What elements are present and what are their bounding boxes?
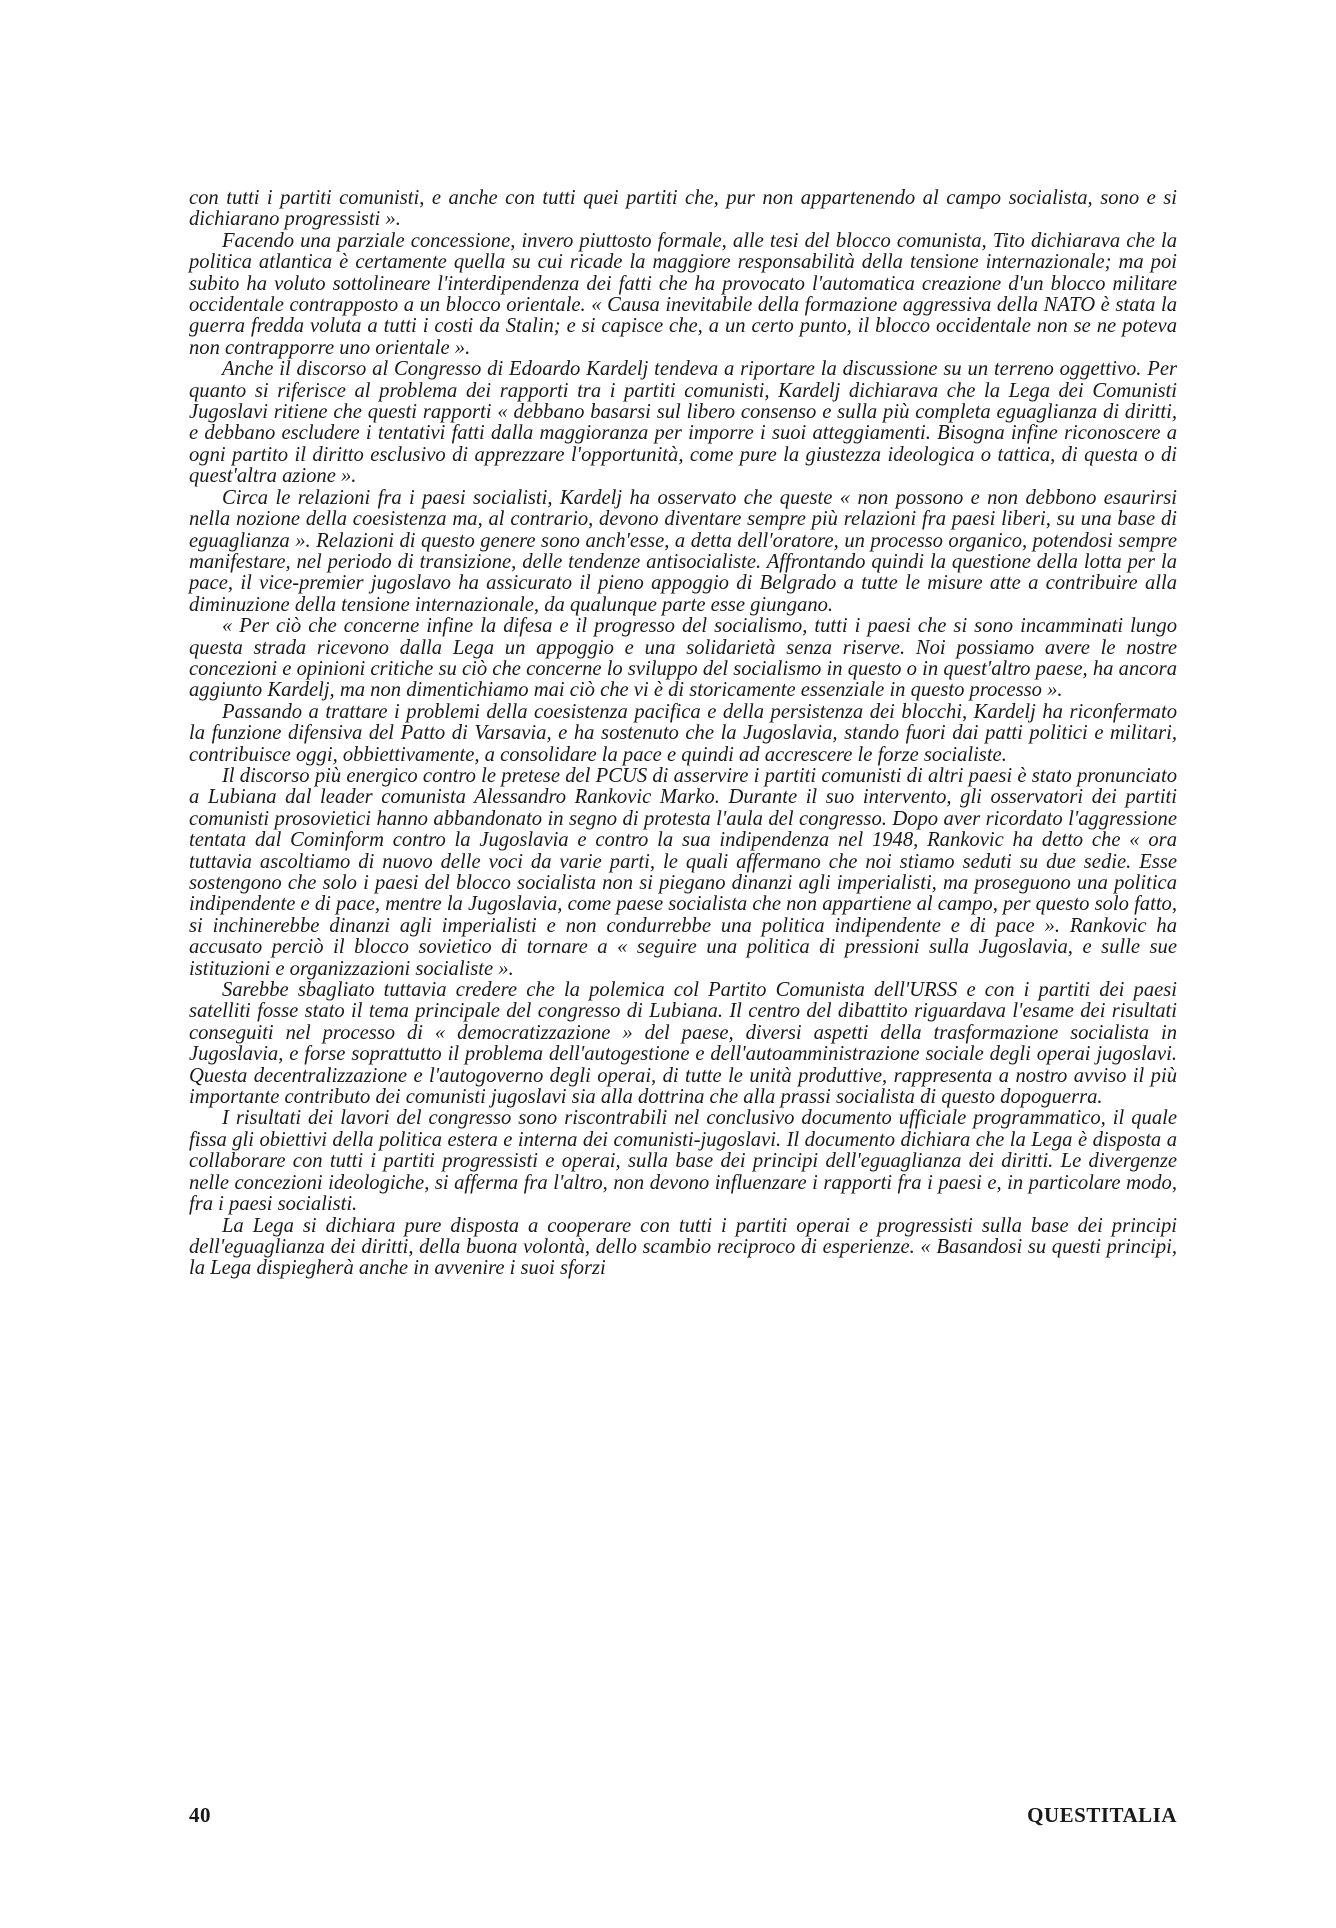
paragraph: La Lega si dichiara pure disposta a cooperare con tutti i partiti operai e progressisti sulla base dei principi dell'eguaglianza dei diritti, della buona volontà, dello scambio reciproco di esperienze. « Basandosi su questi principi, la Lega dispiegherà anche in avvenire i suoi sforzi — [189, 1214, 1177, 1280]
paragraph: I risultati dei lavori del congresso sono riscontrabili nel conclusivo documento ufficiale programmatico, il quale fissa gli obiettivi della politica estera e interna dei comunisti-jugoslavi. Il documento dichiara che la Lega è disposta a collaborare con tutti i partiti progressisti e operai, sulla base dei principi dell'eguaglianza dei diritti. Le divergenze nelle concezioni ideologiche, si afferma fra l'altro, non devono influenzare i rapporti fra i paesi e, in particolare modo, fra i paesi socialisti. — [189, 1107, 1177, 1216]
paragraph: Passando a trattare i problemi della coesistenza pacifica e della persistenza dei blocchi, Kardelj ha riconfermato la funzione difensiva del Patto di Varsavia, e ha sostenuto che la Jugoslavia, stando fuori dai patti politici e militari, contribuisce oggi, obbiettivamente, a consolidare la pace e quindi ad accrescere le forze socialiste. — [189, 700, 1177, 766]
page-number: 40 — [189, 1803, 211, 1827]
paragraph: Sarebbe sbagliato tuttavia credere che la polemica col Partito Comunista dell'URSS e con i partiti dei paesi satelliti fosse stato il tema principale del congresso di Lubiana. Il centro del dibattito riguardava l'esame dei risultati conseguiti nel processo di « democratizzazione » del paese, diversi aspetti della trasformazione socialista in Jugoslavia, e forse soprattutto il problema dell'autogestione e dell'autoamministrazione sociale degli operai jugoslavi. Questa decentralizzazione e l'autogoverno degli operai, di tutte le unità produttive, rappresenta a nostro avviso il più importante contributo dei comunisti jugoslavi sia alla dottrina che alla prassi socialista di questo dopoguerra. — [189, 979, 1177, 1109]
paragraph: « Per ciò che concerne infine la difesa e il progresso del socialismo, tutti i paesi che si sono incamminati lungo questa strada ricevono dalla Lega un appoggio e una solidarietà senza riserve. Noi possiamo avere le nostre concezioni e opinioni critiche su ciò che concerne lo sviluppo del socialismo in questo o in quest'altro paese, ha ancora aggiunto Kardelj, ma non dimentichiamo mai ciò che vi è di storicamente essenziale in questo processo ». — [189, 615, 1177, 702]
paragraph: Facendo una parziale concessione, invero piuttosto formale, alle tesi del blocco comunista, Tito dichiarava che la politica atlantica è certamente quella su cui ricade la maggiore responsabilità della tensione internazionale; ma poi subito ha voluto sottolineare l'interdipendenza dei fatti che ha provocato l'automatica creazione d'un blocco militare occidentale contrapposto a un blocco orientale. « Causa inevitabile della formazione aggressiva della NATO è stata la guerra fredda voluta a tutti i costi da Stalin; e si capisce che, a un certo punto, il blocco occidentale non se ne poteva non contrapporre uno orientale ». — [189, 229, 1177, 359]
paragraph: Anche il discorso al Congresso di Edoardo Kardelj tendeva a riportare la discussione su un terreno oggettivo. Per quanto si riferisce al problema dei rapporti tra i partiti comunisti, Kardelj dichiarava che la Lega dei Comunisti Jugoslavi ritiene che questi rapporti « debbano basarsi sul libero consenso e sulla più completa eguaglianza di diritti, e debbano escludere i tentativi fatti dalla maggioranza per imporre i suoi atteggiamenti. Bisogna infine riconoscere a ogni partito il diritto esclusivo di apprezzare l'opportunità, come pure la giustezza ideologica o tattica, di questa o di quest'altra azione ». — [189, 358, 1177, 488]
article-body — [189, 188, 1177, 1280]
paragraph: Circa le relazioni fra i paesi socialisti, Kardelj ha osservato che queste « non possono e non debbono esaurirsi nella nozione della coesistenza ma, al contrario, devono diventare sempre più relazioni fra paesi liberi, su una base di eguaglianza ». Relazioni di questo genere sono anch'esse, a detta dell'oratore, un processo organico, potendosi sempre manifestare, nel periodo di transizione, delle tendenze antisocialiste. Affrontando quindi la questione della lotta per la pace, il vice-premier jugoslavo ha assicurato il pieno appoggio di Belgrado a tutte le misure atte a contribuire alla diminuzione della tensione internazionale, da qualunque parte esse giungano. — [189, 486, 1177, 616]
journal-name: QUESTITALIA — [1027, 1803, 1177, 1827]
paragraph: Il discorso più energico contro le pretese del PCUS di asservire i partiti comunisti di altri paesi è stato pronunciato a Lubiana dal leader comunista Alessandro Rankovic Marko. Durante il suo intervento, gli osservatori dei partiti comunisti prosovietici hanno abbandonato in segno di protesta l'aula del congresso. Dopo aver ricordato l'aggressione tentata dal Cominform contro la Jugoslavia e contro la sua indipendenza nel 1948, Rankovic ha detto che « ora tuttavia ascoltiamo di nuovo delle voci da varie parti, le quali affermano che noi stiamo seduti su due sedie. Esse sostengono che solo i paesi del blocco socialista non si piegano dinanzi agli imperialisti, ma proseguono una politica indipendente e di pace, mentre la Jugoslavia, come paese socialista che non appartiene al campo, per questo solo fatto, si inchinerebbe dinanzi agli imperialisti e non condurrebbe una politica indipendente e di pace ». Rankovic ha accusato perciò il blocco sovietico di tornare a « seguire una politica di pressioni sulla Jugoslavia, e sulle sue istituzioni e organizzazioni socialiste ». — [189, 764, 1177, 980]
paragraph: con tutti i partiti comunisti, e anche con tutti quei partiti che, pur non appartenendo al campo socialista, sono e si dichiarano progressisti ». — [189, 187, 1177, 231]
